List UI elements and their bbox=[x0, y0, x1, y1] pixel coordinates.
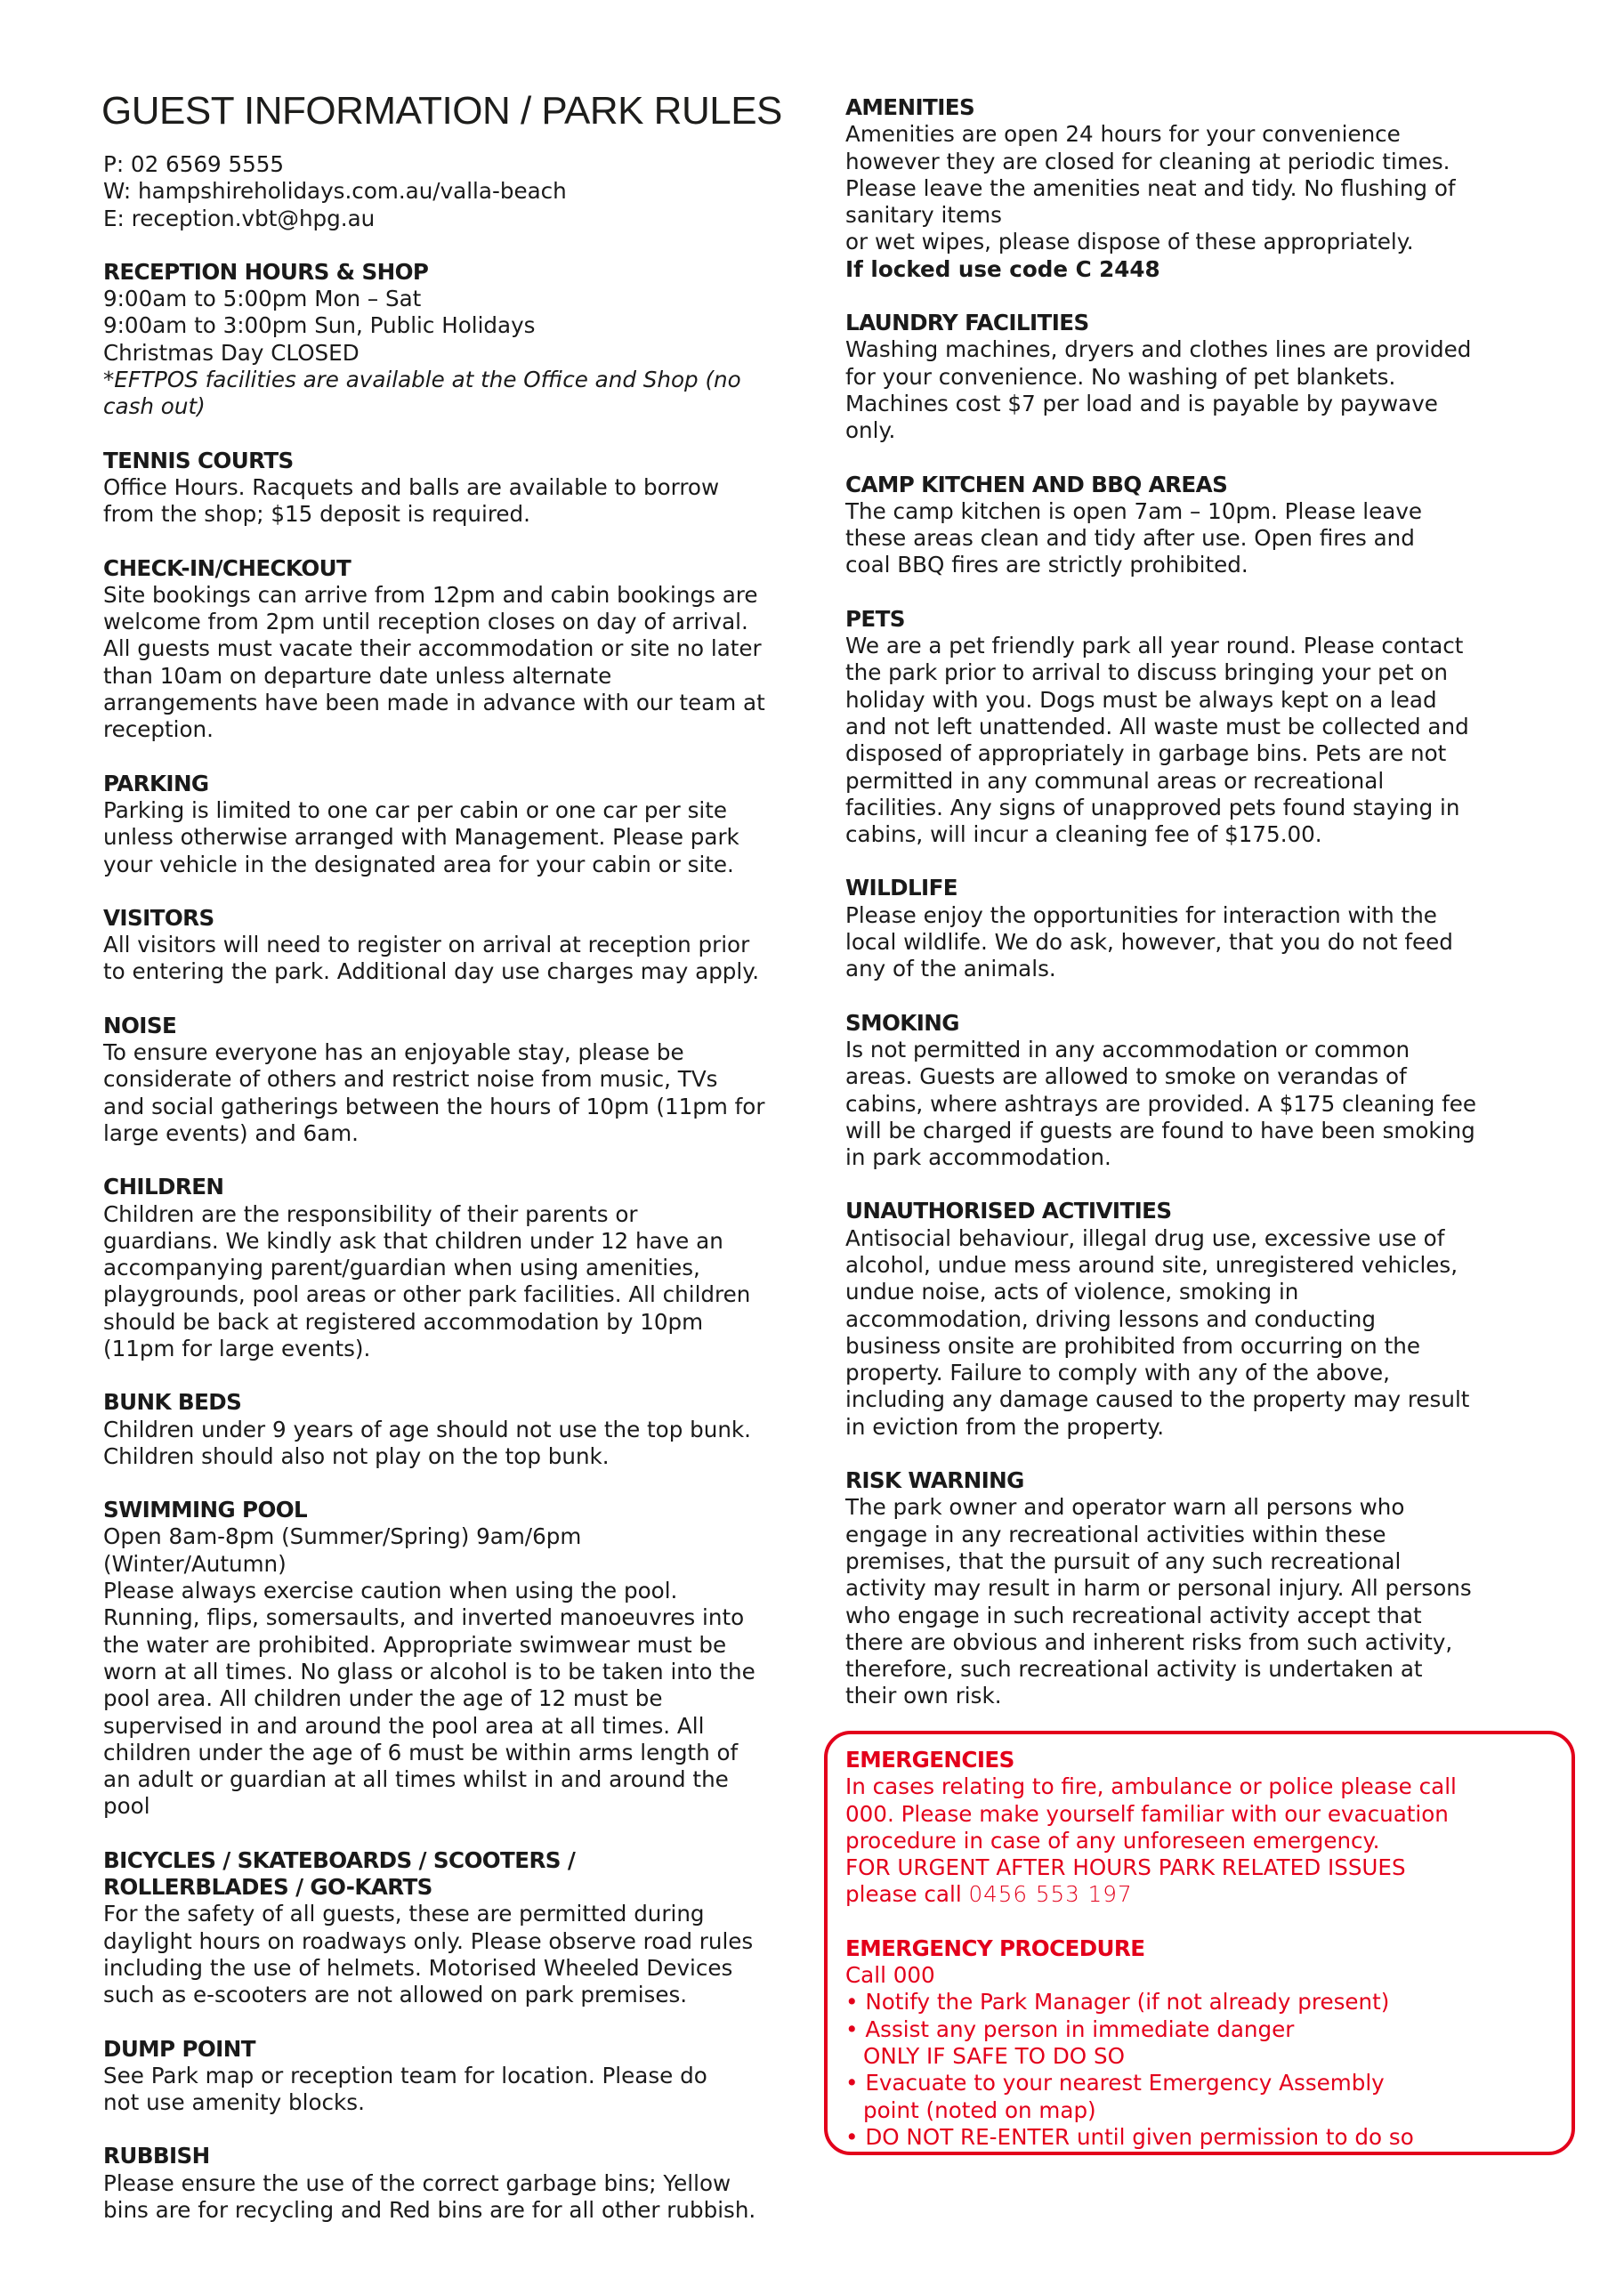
emergencies-section bbox=[845, 1747, 1557, 1909]
section-text: All visitors will need to register on arrival at reception prior bbox=[103, 932, 750, 958]
section-heading: RUBBISH bbox=[103, 2143, 210, 2169]
section-text: pool bbox=[103, 1793, 150, 1820]
section-text: business onsite are prohibited from occurring on the bbox=[845, 1332, 1420, 1359]
section-text: cabins, where ashtrays are provided. A $175 cleaning fee bbox=[845, 1090, 1477, 1117]
section-text: activity may result in harm or personal injury. All persons bbox=[845, 1575, 1472, 1602]
after-hours-call-line bbox=[845, 1881, 1557, 1908]
section-heading: RECEPTION HOURS & SHOP bbox=[103, 258, 429, 285]
section-heading: BICYCLES / SKATEBOARDS / SCOOTERS / bbox=[103, 1846, 576, 1873]
risk-warning-section bbox=[845, 1467, 1557, 1710]
right-column bbox=[845, 94, 1557, 1737]
wildlife-section bbox=[845, 875, 1557, 982]
section-text: Parking is limited to one car per cabin or one car per site bbox=[103, 796, 728, 823]
section-heading: TENNIS COURTS bbox=[103, 447, 294, 473]
section-text: therefore, such recreational activity is undertaken at bbox=[845, 1656, 1423, 1683]
section-text: from the shop; $15 deposit is required. bbox=[103, 501, 530, 528]
emergency-text: FOR URGENT AFTER HOURS PARK RELATED ISSUES bbox=[845, 1854, 1406, 1881]
emergency-text: procedure in case of any unforeseen emergency. bbox=[845, 1827, 1380, 1854]
emergency-procedure-section bbox=[845, 1935, 1557, 2151]
section-text: areas. Guests are allowed to smoke on verandas of bbox=[845, 1063, 1407, 1090]
section-text: Christmas Day CLOSED bbox=[103, 339, 360, 366]
section-heading: VISITORS bbox=[103, 904, 214, 931]
locked-code: If locked use code C 2448 bbox=[845, 255, 1160, 282]
section-heading: CHECK-IN/CHECKOUT bbox=[103, 554, 351, 581]
emergency-text: In cases relating to fire, ambulance or police please call bbox=[845, 1773, 1457, 1800]
eftpos-note: cash out) bbox=[103, 393, 206, 420]
section-text: should be back at registered accommodation by 10pm bbox=[103, 1308, 704, 1335]
section-text: holiday with you. Dogs must be always kept on a lead bbox=[845, 686, 1437, 713]
section-text: reception. bbox=[103, 716, 214, 743]
section-text: Machines cost $7 per load and is payable by paywave bbox=[845, 390, 1438, 416]
section-text: considerate of others and restrict noise from music, TVs bbox=[103, 1066, 718, 1093]
amenities-section bbox=[845, 94, 1557, 283]
section-heading: WILDLIFE bbox=[845, 875, 957, 901]
section-text: (11pm for large events). bbox=[103, 1335, 371, 1361]
section-text: including any damage caused to the property may result bbox=[845, 1386, 1470, 1413]
unauthorised-activities-section bbox=[845, 1198, 1557, 1441]
procedure-step: Call 000 bbox=[845, 1962, 935, 1989]
section-text: To ensure everyone has an enjoyable stay, please be bbox=[103, 1039, 684, 1066]
section-heading: NOISE bbox=[103, 1012, 177, 1038]
section-text: Office Hours. Racquets and balls are available to borrow bbox=[103, 473, 720, 500]
section-text: Please enjoy the opportunities for interaction with the bbox=[845, 901, 1437, 928]
section-text: daylight hours on roadways only. Please observe road rules bbox=[103, 1927, 754, 1954]
checkin-section bbox=[103, 555, 815, 744]
section-heading: LAUNDRY FACILITIES bbox=[845, 310, 1089, 336]
section-text: For the safety of all guests, these are permitted during bbox=[103, 1901, 705, 1927]
procedure-step: • Evacuate to your nearest Emergency Assembly bbox=[845, 2070, 1385, 2096]
section-text: welcome from 2pm until reception closes on day of arrival. bbox=[103, 609, 748, 635]
section-text: The park owner and operator warn all persons who bbox=[845, 1494, 1405, 1521]
section-text: Running, flips, somersaults, and inverted manoeuvres into bbox=[103, 1604, 745, 1631]
section-text: All guests must vacate their accommodation or site no later bbox=[103, 635, 762, 662]
section-text: supervised in and around the pool area at all times. All bbox=[103, 1712, 705, 1739]
swimming-pool-section bbox=[103, 1497, 815, 1821]
section-text: and not left unattended. All waste must be collected and bbox=[845, 713, 1469, 739]
section-heading: PETS bbox=[845, 605, 905, 632]
section-text: Open 8am-8pm (Summer/Spring) 9am/6pm bbox=[103, 1523, 582, 1550]
section-heading: SMOKING bbox=[845, 1009, 959, 1036]
section-heading: AMENITIES bbox=[845, 94, 975, 120]
section-text: Amenities are open 24 hours for your convenience bbox=[845, 121, 1401, 148]
procedure-heading: EMERGENCY PROCEDURE bbox=[845, 1935, 1145, 1961]
section-text: who engage in such recreational activity accept that bbox=[845, 1602, 1422, 1628]
section-text: or wet wipes, please dispose of these appropriately. bbox=[845, 229, 1414, 255]
section-text: Washing machines, dryers and clothes lines are provided bbox=[845, 336, 1472, 363]
section-text: for your convenience. No washing of pet blankets. bbox=[845, 363, 1396, 390]
section-text: Site bookings can arrive from 12pm and cabin bookings are bbox=[103, 581, 758, 608]
procedure-step-note: ONLY IF SAFE TO DO SO bbox=[863, 2042, 1125, 2069]
eftpos-note: *EFTPOS facilities are available at the Office and Shop (no bbox=[103, 367, 741, 393]
section-text: to entering the park. Additional day use charges may apply. bbox=[103, 958, 760, 985]
section-text: engage in any recreational activities within these bbox=[845, 1521, 1386, 1547]
laundry-section bbox=[845, 310, 1557, 444]
section-text: Children under 9 years of age should not use the top bunk. bbox=[103, 1416, 751, 1442]
section-text: large events) and 6am. bbox=[103, 1119, 359, 1146]
procedure-step-note: point (noted on map) bbox=[863, 2096, 1096, 2123]
children-section bbox=[103, 1174, 815, 1362]
smoking-section bbox=[845, 1010, 1557, 1172]
section-text: playgrounds, pool areas or other park facilities. All children bbox=[103, 1281, 751, 1308]
section-heading: CHILDREN bbox=[103, 1174, 224, 1200]
section-text: Please always exercise caution when using the pool. bbox=[103, 1578, 678, 1604]
section-text: (Winter/Autumn) bbox=[103, 1550, 287, 1577]
section-text: disposed of appropriately in garbage bins. Pets are not bbox=[845, 740, 1447, 767]
section-text: in park accommodation. bbox=[845, 1144, 1111, 1171]
call-prefix: please call bbox=[845, 1881, 969, 1908]
contact-phone: P: 02 6569 5555 bbox=[103, 151, 285, 177]
section-text: We are a pet friendly park all year round. Please contact bbox=[845, 633, 1464, 659]
section-text: Children should also not play on the top bunk. bbox=[103, 1442, 610, 1469]
section-text: Children are the responsibility of their parents or bbox=[103, 1200, 638, 1227]
section-text: alcohol, undue mess around site, unregistered vehicles, bbox=[845, 1251, 1458, 1278]
emergency-text: 000. Please make yourself familiar with our evacuation bbox=[845, 1800, 1449, 1827]
camp-kitchen-section bbox=[845, 472, 1557, 579]
section-text: their own risk. bbox=[845, 1683, 1002, 1709]
section-text: such as e-scooters are not allowed on park premises. bbox=[103, 1982, 688, 2008]
section-text: and social gatherings between the hours of 10pm (11pm for bbox=[103, 1093, 765, 1119]
section-text: premises, that the pursuit of any such recreational bbox=[845, 1547, 1402, 1574]
section-text: The camp kitchen is open 7am – 10pm. Please leave bbox=[845, 497, 1423, 524]
section-text: these areas clean and tidy after use. Open fires and bbox=[845, 525, 1415, 552]
section-text: guardians. We kindly ask that children under 12 have an bbox=[103, 1227, 723, 1254]
section-text: coal BBQ fires are strictly prohibited. bbox=[845, 552, 1248, 578]
section-text: children under the age of 6 must be within arms length of bbox=[103, 1739, 739, 1765]
section-heading: UNAUTHORISED ACTIVITIES bbox=[845, 1198, 1172, 1224]
section-heading: DUMP POINT bbox=[103, 2035, 255, 2062]
section-heading: SWIMMING POOL bbox=[103, 1497, 308, 1523]
section-text: only. bbox=[845, 417, 896, 444]
section-text: 9:00am to 3:00pm Sun, Public Holidays bbox=[103, 312, 536, 339]
section-text: cabins, will incur a cleaning fee of $175.00. bbox=[845, 821, 1322, 848]
section-text: unless otherwise arranged with Management. Please park bbox=[103, 824, 739, 851]
section-text: local wildlife. We do ask, however, that you do not feed bbox=[845, 929, 1453, 956]
section-text: accompanying parent/guardian when using amenities, bbox=[103, 1255, 700, 1281]
section-text: sanitary items bbox=[845, 202, 1002, 229]
section-text: undue noise, acts of violence, smoking in bbox=[845, 1279, 1299, 1305]
section-text: Please leave the amenities neat and tidy. No flushing of bbox=[845, 174, 1456, 201]
section-text: bins are for recycling and Red bins are for all other rubbish. bbox=[103, 2197, 756, 2223]
section-text: there are obvious and inherent risks from such activity, bbox=[845, 1628, 1453, 1655]
bicycles-section bbox=[103, 1847, 815, 2009]
section-text: in eviction from the property. bbox=[845, 1413, 1165, 1440]
after-hours-phone: 0456 553 197 bbox=[968, 1881, 1133, 1908]
section-text: an adult or guardian at all times whilst in and around the bbox=[103, 1766, 729, 1793]
visitors-section bbox=[103, 905, 815, 986]
rubbish-section bbox=[103, 2143, 815, 2224]
section-text: than 10am on departure date unless alternate bbox=[103, 662, 612, 689]
parking-section bbox=[103, 771, 815, 878]
section-text: the park prior to arrival to discuss bringing your pet on bbox=[845, 659, 1448, 686]
reception-section bbox=[103, 259, 815, 421]
pets-section bbox=[845, 606, 1557, 849]
section-text: See Park map or reception team for location. Please do bbox=[103, 2062, 707, 2088]
bunk-beds-section bbox=[103, 1389, 815, 1470]
section-text: your vehicle in the designated area for your cabin or site. bbox=[103, 851, 734, 877]
dump-point-section bbox=[103, 2036, 815, 2117]
section-text: property. Failure to comply with any of the above, bbox=[845, 1360, 1390, 1386]
section-heading: RISK WARNING bbox=[845, 1467, 1024, 1494]
section-text: permitted in any communal areas or recreational bbox=[845, 767, 1385, 794]
tennis-section bbox=[103, 448, 815, 529]
section-text: will be charged if guests are found to have been smoking bbox=[845, 1117, 1475, 1143]
section-heading: BUNK BEDS bbox=[103, 1389, 242, 1416]
emergency-content bbox=[845, 1747, 1557, 2177]
contact-website: W: hampshireholidays.com.au/valla-beach bbox=[103, 178, 567, 205]
section-text: pool area. All children under the age of 12 must be bbox=[103, 1685, 663, 1712]
section-text: any of the animals. bbox=[845, 956, 1056, 982]
contact-info bbox=[103, 151, 815, 232]
section-text: accommodation, driving lessons and conducting bbox=[845, 1305, 1377, 1332]
noise-section bbox=[103, 1013, 815, 1147]
section-heading: PARKING bbox=[103, 770, 209, 796]
section-text: including the use of helmets. Motorised Wheeled Devices bbox=[103, 1954, 733, 1981]
section-text: not use amenity blocks. bbox=[103, 2089, 365, 2116]
left-column bbox=[103, 151, 815, 2250]
emergency-heading: EMERGENCIES bbox=[845, 1747, 1014, 1773]
contact-email: E: reception.vbt@hpg.au bbox=[103, 205, 376, 231]
section-heading: CAMP KITCHEN AND BBQ AREAS bbox=[845, 471, 1228, 497]
procedure-step: • Notify the Park Manager (if not already present) bbox=[845, 1989, 1390, 2015]
section-text: 9:00am to 5:00pm Mon – Sat bbox=[103, 286, 422, 312]
section-text: Antisocial behaviour, illegal drug use, excessive use of bbox=[845, 1224, 1445, 1251]
procedure-step: • Assist any person in immediate danger bbox=[845, 2015, 1295, 2042]
procedure-step: • DO NOT RE-ENTER until given permission to do so bbox=[845, 2123, 1414, 2150]
section-text: however they are closed for cleaning at periodic times. bbox=[845, 148, 1450, 174]
section-text: Please ensure the use of the correct garbage bins; Yellow bbox=[103, 2169, 731, 2196]
section-text: the water are prohibited. Appropriate swimwear must be bbox=[103, 1631, 727, 1658]
section-heading: ROLLERBLADES / GO-KARTS bbox=[103, 1874, 432, 1901]
page-title: GUEST INFORMATION / PARK RULES bbox=[101, 89, 782, 133]
section-text: worn at all times. No glass or alcohol is to be taken into the bbox=[103, 1658, 755, 1684]
section-text: arrangements have been made in advance with our team at bbox=[103, 690, 765, 716]
section-text: facilities. Any signs of unapproved pets found staying in bbox=[845, 794, 1460, 820]
section-text: Is not permitted in any accommodation or common bbox=[845, 1036, 1410, 1062]
